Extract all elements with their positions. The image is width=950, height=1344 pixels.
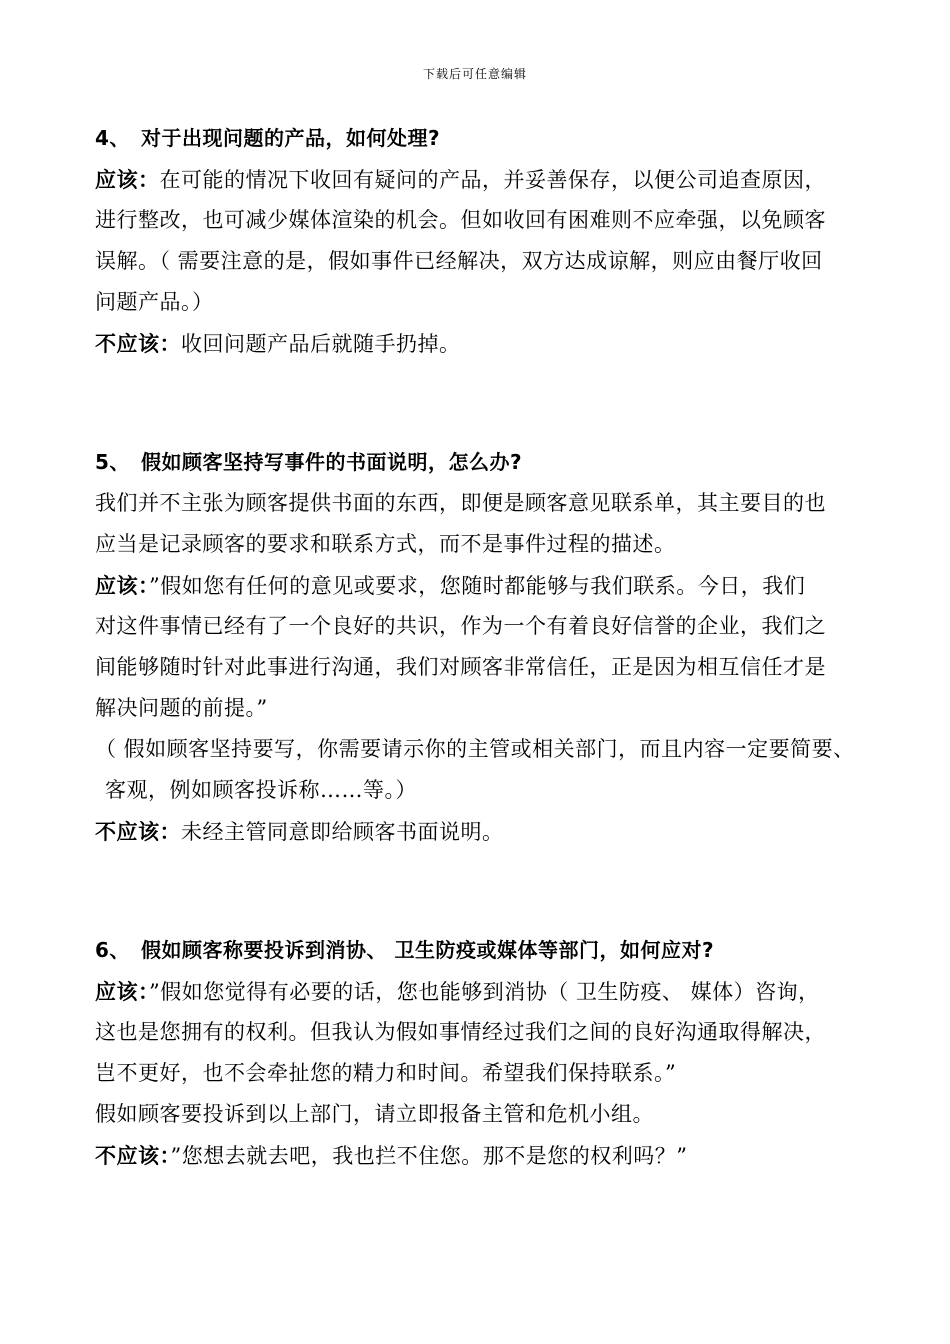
section-heading bbox=[95, 930, 890, 971]
paragraph-line bbox=[95, 971, 890, 1012]
paragraph-line bbox=[95, 1053, 890, 1094]
line-label: 应该： bbox=[95, 979, 149, 1004]
line-label: 不应该： bbox=[95, 819, 181, 844]
line-text: ”假如您觉得有必要的话，您也能够到消协（ 卫生防疫、 媒体）咨询， bbox=[149, 980, 820, 1004]
section-number: 5、 bbox=[95, 450, 130, 474]
section-title: 对于出现问题的产品，如何处理? bbox=[141, 126, 441, 150]
line-text: 未经主管同意即给顾客书面说明。 bbox=[181, 820, 504, 844]
section-number: 6、 bbox=[95, 938, 130, 962]
line-text: 问题产品。） bbox=[95, 290, 214, 314]
line-text: 岂不更好，也不会牵扯您的精力和时间。希望我们保持联系。” bbox=[95, 1061, 677, 1085]
paragraph-line bbox=[95, 483, 890, 524]
paragraph-line bbox=[95, 770, 890, 811]
section-title: 假如顾客坚持写事件的书面说明，怎么办? bbox=[141, 450, 523, 474]
section-title: 假如顾客称要投诉到消协、 卫生防疫或媒体等部门，如何应对? bbox=[141, 938, 715, 962]
paragraph-line bbox=[95, 159, 890, 200]
section-heading bbox=[95, 442, 890, 483]
line-text: 应当是记录顾客的要求和联系方式，而不是事件过程的描述。 bbox=[95, 532, 676, 556]
paragraph-line bbox=[95, 1094, 890, 1135]
paragraph-line bbox=[95, 323, 890, 364]
paragraph-line bbox=[95, 200, 890, 241]
line-text: 收回问题产品后就随手扔掉。 bbox=[181, 332, 461, 356]
section-6 bbox=[95, 930, 890, 1176]
paragraph-line bbox=[95, 811, 890, 852]
line-text: 这也是您拥有的权利。但我认为假如事情经过我们之间的良好沟通取得解决， bbox=[95, 1020, 826, 1044]
line-text: ”假如您有任何的意见或要求，您随时都能够与我们联系。今日，我们 bbox=[149, 574, 806, 598]
line-text: 间能够随时针对此事进行沟通，我们对顾客非常信任，正是因为相互信任才是 bbox=[95, 655, 826, 679]
section-4 bbox=[95, 118, 890, 364]
line-text: 对这件事情已经有了一个良好的共识，作为一个有着良好信誉的企业，我们之 bbox=[95, 614, 826, 638]
line-label: 不应该： bbox=[95, 331, 181, 356]
line-label: 应该： bbox=[95, 573, 149, 598]
paragraph-line bbox=[95, 241, 890, 282]
section-heading bbox=[95, 118, 890, 159]
document-body bbox=[95, 118, 890, 1176]
line-text: 误解。（ 需要注意的是，假如事件已经解决，双方达成谅解，则应由餐厅收回 bbox=[95, 249, 823, 273]
line-text: （ 假如顾客坚持要写，你需要请示你的主管或相关部门，而且内容一定要简要、 bbox=[95, 737, 855, 761]
paragraph-line bbox=[95, 565, 890, 606]
section-spacer bbox=[95, 852, 890, 930]
line-text: 进行整改，也可减少媒体渲染的机会。但如收回有困难则不应牵强，以免顾客 bbox=[95, 208, 826, 232]
paragraph-line bbox=[95, 282, 890, 323]
paragraph-line bbox=[95, 1135, 890, 1176]
line-text: 我们并不主张为顾客提供书面的东西，即便是顾客意见联系单，其主要目的也 bbox=[95, 491, 826, 515]
paragraph-line bbox=[95, 606, 890, 647]
section-spacer bbox=[95, 364, 890, 442]
page-header: 下载后可任意编辑 bbox=[422, 67, 527, 81]
paragraph-line bbox=[95, 524, 890, 565]
line-text: ”您想去就去吧，我也拦不住您。那不是您的权利吗？” bbox=[170, 1144, 688, 1168]
paragraph-line bbox=[95, 729, 890, 770]
line-text: 客观，例如顾客投诉称……等。） bbox=[105, 778, 417, 802]
section-number: 4、 bbox=[95, 126, 130, 150]
line-text: 解决问题的前提。” bbox=[95, 696, 268, 720]
line-text: 在可能的情况下收回有疑问的产品，并妥善保存，以便公司追查原因， bbox=[159, 168, 826, 192]
paragraph-line bbox=[95, 688, 890, 729]
paragraph-line bbox=[95, 1012, 890, 1053]
line-label: 应该： bbox=[95, 167, 160, 192]
line-text: 假如顾客要投诉到以上部门，请立即报备主管和危机小组。 bbox=[95, 1102, 654, 1126]
paragraph-line bbox=[95, 647, 890, 688]
line-label: 不应该： bbox=[95, 1143, 171, 1168]
section-5 bbox=[95, 442, 890, 852]
